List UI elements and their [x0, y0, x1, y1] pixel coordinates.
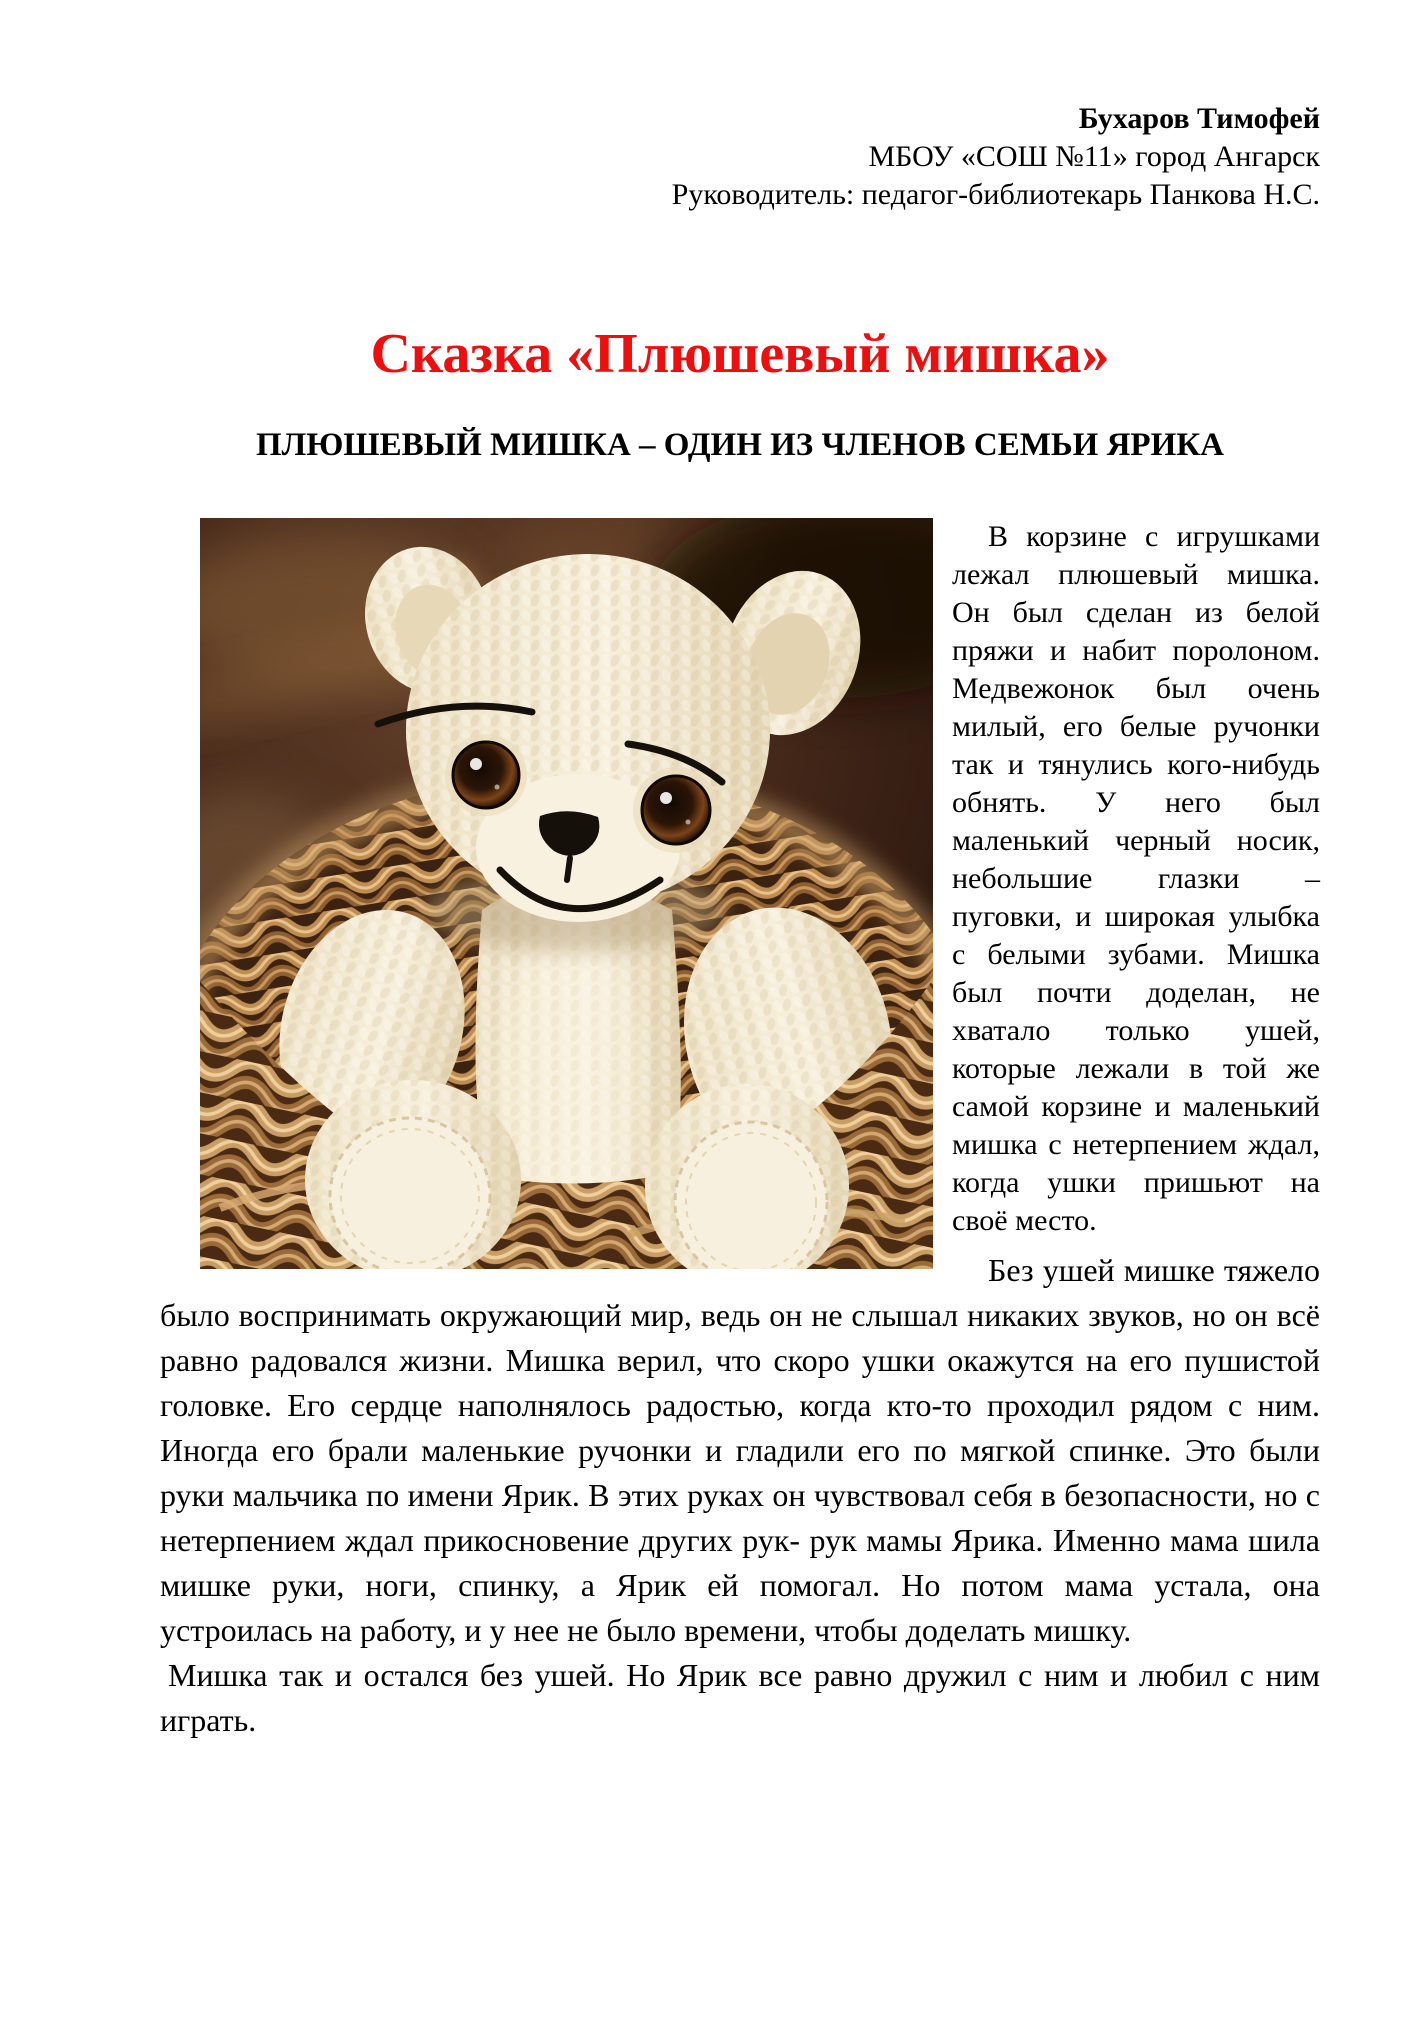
story-subtitle: ПЛЮШЕВЫЙ МИШКА – ОДИН ИЗ ЧЛЕНОВ СЕМЬИ ЯРИКА: [255, 427, 1225, 463]
school-line: МБОУ «СОШ №11» город Ангарск: [868, 140, 1320, 173]
story-title: Сказка «Плюшевый мишка»: [370, 323, 1110, 385]
document-header: [160, 100, 1320, 214]
story-body: [160, 518, 1320, 1743]
supervisor-line: Руководитель: педагог-библиотекарь Панкова Н.С.: [671, 178, 1320, 211]
author-line: Бухаров Тимофей: [1078, 102, 1320, 135]
teddy-bear-photo: [200, 518, 933, 1269]
story-paragraph-1: В корзине с игрушками лежал плюшевый мишка. Он был сделан из белой пряжи и набит поролоном. Медвежонок был очень милый, его белые ручонки так и тянулись кого-нибудь обнять. У него был маленький черный носик, небольшие глазки – пуговки, и широкая улыбка с белыми зубами. Мишка был почти доделан, не хватало только ушей, которые лежали в той же самой корзине и маленький мишка с нетерпением ждал, когда ушки пришьют на своё место.: [952, 520, 1320, 1237]
teddy-bear-illustration: [200, 518, 933, 1269]
story-paragraph-3: Мишка так и остался без ушей. Но Ярик все равно дружил с ним и любил с ним играть.: [160, 1657, 1320, 1738]
story-paragraph-2: Без ушей мишке тяжело было воспринимать окружающий мир, ведь он не слышал никаких звуков, но он всё равно радовался жизни. Мишка верил, что скоро ушки окажутся на его пушистой головке. Его сердце наполнялось радостью, когда кто-то проходил рядом с ним. Иногда его брали маленькие ручонки и гладили его по мягкой спинке. Это были руки мальчика по имени Ярик. В этих руках он чувствовал себя в безопасности, но с нетерпением ждал прикосновение других рук- рук мамы Ярика. Именно мама шила мишке руки, ноги, спинку, а Ярик ей помогал. Но потом мама устала, она устроилась на работу, и у нее не было времени, чтобы доделать мишку.: [160, 1252, 1320, 1648]
